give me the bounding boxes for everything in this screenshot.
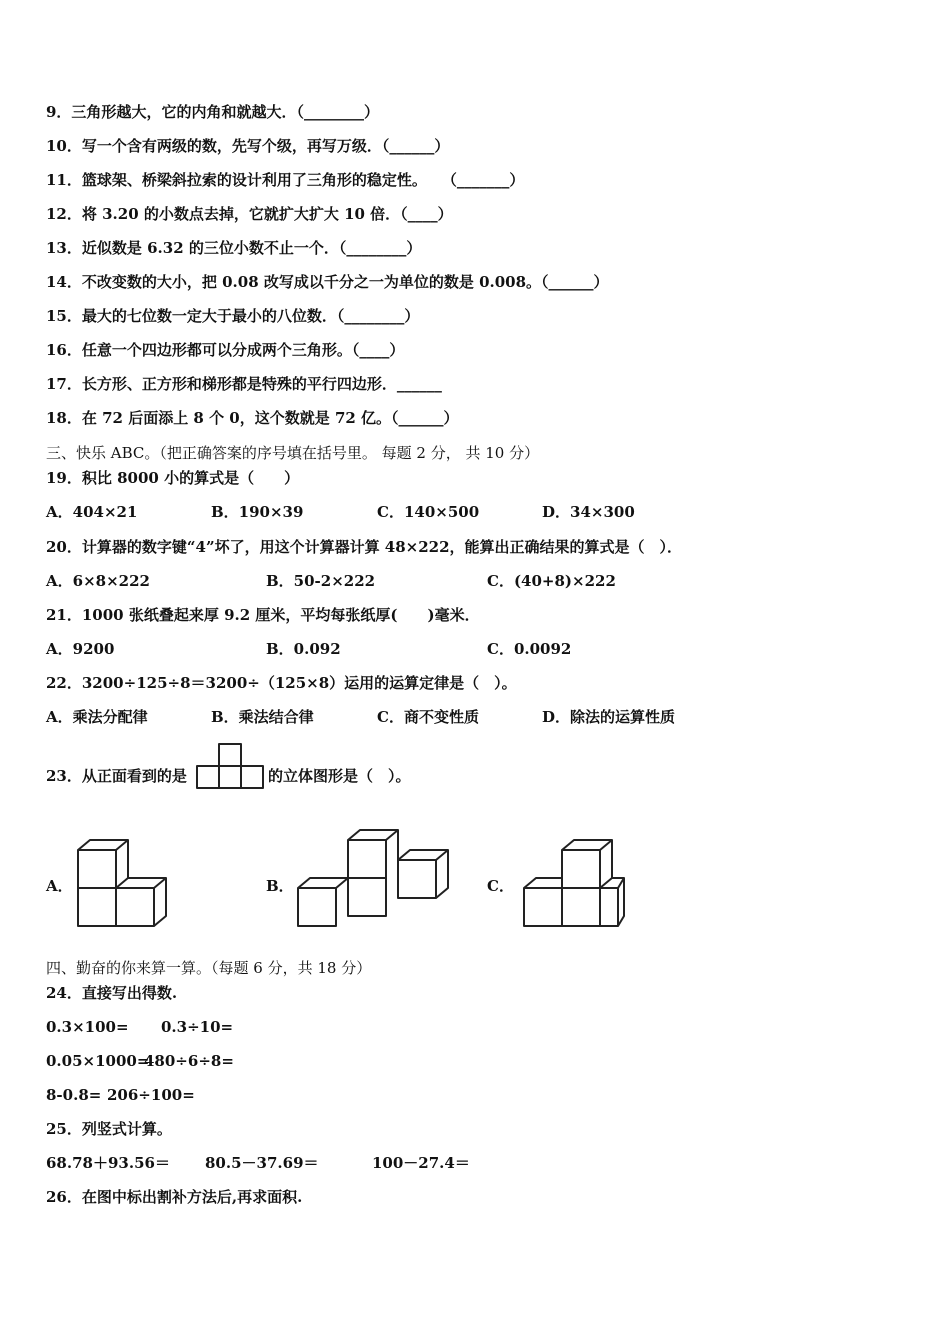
- question-23-stem-after: 的立体图形是（ ）。: [268, 767, 411, 785]
- section-4-heading: 四、勤奋的你来算一算。（每题 6 分，共 18 分）: [46, 959, 372, 977]
- q24-row3-item1: 8-0.8=: [46, 1086, 102, 1104]
- q21-option-a: A．9200: [46, 640, 115, 658]
- question-12: 12．将 3.20 的小数点去掉，它就扩大扩大 10 倍．（____）: [46, 205, 453, 223]
- q24-row2-item2: 480÷6÷8=: [144, 1052, 234, 1070]
- front-view-figure: [196, 742, 266, 792]
- q25-item2: 80.5－37.69＝: [205, 1154, 319, 1172]
- q24-row2-item1: 0.05×1000=: [46, 1052, 150, 1070]
- q25-item1: 68.78＋93.56＝: [46, 1154, 170, 1172]
- question-16: 16．任意一个四边形都可以分成两个三角形。（____）: [46, 341, 405, 359]
- question-11: 11．篮球架、桥梁斜拉索的设计利用了三角形的稳定性。 （_______）: [46, 171, 525, 189]
- question-23-stem-before: 23．从正面看到的是: [46, 767, 187, 785]
- q22-option-b: B．乘法结合律: [211, 708, 314, 726]
- question-21: 21．1000 张纸叠起来厚 9.2 厘米，平均每张纸厚( )毫米．: [46, 606, 480, 624]
- q19-option-b: B．190×39: [211, 503, 304, 521]
- q25-item3: 100－27.4＝: [372, 1154, 470, 1172]
- cube-figure-b: [294, 824, 454, 932]
- q24-row1-item1: 0.3×100=: [46, 1018, 129, 1036]
- q19-option-c: C．140×500: [377, 503, 480, 521]
- question-13: 13．近似数是 6.32 的三位小数不止一个．（________）: [46, 239, 422, 257]
- q21-option-c: C．0.0092: [487, 640, 572, 658]
- question-14: 14．不改变数的大小，把 0.08 改写成以千分之一为单位的数是 0.008。（______）: [46, 273, 609, 291]
- question-25: 25．列竖式计算。: [46, 1120, 172, 1138]
- question-20: 20．计算器的数字键“4”坏了，用这个计算器计算 48×222，能算出正确结果的算式是（ ）．: [46, 538, 683, 556]
- q21-option-b: B．0.092: [266, 640, 341, 658]
- q22-option-d: D．除法的运算性质: [542, 708, 676, 726]
- q20-option-a: A．6×8×222: [46, 572, 150, 590]
- question-24: 24．直接写出得数.: [46, 984, 178, 1002]
- q20-option-b: B．50-2×222: [266, 572, 376, 590]
- question-19: 19．积比 8000 小的算式是（ ）: [46, 469, 300, 487]
- cube-figure-c: [520, 834, 632, 932]
- question-9: 9．三角形越大，它的内角和就越大．（________）: [46, 103, 379, 121]
- question-26: 26．在图中标出割补方法后,再求面积.: [46, 1188, 303, 1206]
- cube-figure-a: [74, 836, 178, 932]
- q23-option-a: A．: [46, 877, 73, 895]
- q23-option-c: C．: [487, 877, 514, 895]
- question-22: 22．3200÷125÷8＝3200÷（125×8）运用的运算定律是（ ）。: [46, 674, 517, 692]
- q22-option-c: C．商不变性质: [377, 708, 479, 726]
- q19-option-d: D．34×300: [542, 503, 635, 521]
- question-10: 10．写一个含有两级的数，先写个级，再写万级．（______）: [46, 137, 450, 155]
- q23-option-b: B．: [266, 877, 294, 895]
- q20-option-c: C．(40+8)×222: [487, 572, 616, 590]
- q24-row1-item2: 0.3÷10=: [161, 1018, 234, 1036]
- question-15: 15．最大的七位数一定大于最小的八位数．（________）: [46, 307, 420, 325]
- q19-option-a: A．404×21: [46, 503, 138, 521]
- question-18: 18．在 72 后面添上 8 个 0，这个数就是 72 亿。（______）: [46, 409, 459, 427]
- q24-row3-item2: 206÷100=: [107, 1086, 195, 1104]
- question-17: 17．长方形、正方形和梯形都是特殊的平行四边形．______: [46, 375, 442, 393]
- q22-option-a: A．乘法分配律: [46, 708, 148, 726]
- section-3-heading: 三、快乐 ABC。（把正确答案的序号填在括号里。 每题 2 分， 共 10 分）: [46, 444, 540, 462]
